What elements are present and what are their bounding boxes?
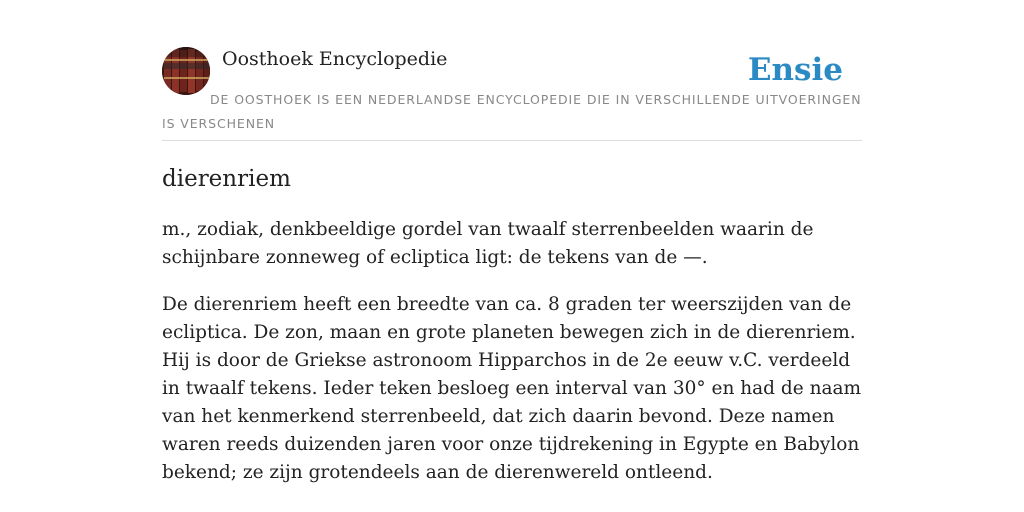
page [162,0,862,483]
brand-logo[interactable]: Ensie [747,52,843,88]
entry-definition: m., zodiak, denkbeeldige gordel van twaalf sterrenbeelden waarin de schijnbare zonneweg of ecliptica ligt: de tekens van de —. [162,219,814,268]
source-title[interactable]: Oosthoek Encyclopedie [222,48,448,70]
header [162,0,862,141]
source-tagline: DE OOSTHOEK IS EEN NEDERLANDSE ENCYCLOPEDIE DIE IN VERSCHILLENDE UITVOERINGEN IS VERSCHENEN [162,92,862,131]
entry-paragraph: De dierenriem heeft een breedte van ca. 8 graden ter weerszijden van de ecliptica. De zon, maan en grote planeten bewegen zich in de dierenriem. Hij is door de Griekse astronoom Hipparchos in de 2e eeuw v.C. verdeeld in twaalf tekens. Ieder teken besloeg een interval van 30° en had de naam van het kenmerkend sterrenbeeld, dat zich daarin bevond. Deze namen waren reeds duizenden jaren voor onze tijdrekening in Egypte en Babylon bekend; ze zijn grotendeels aan de dierenwereld ontleend. [162,294,862,483]
entry-title: dierenriem [162,166,291,192]
